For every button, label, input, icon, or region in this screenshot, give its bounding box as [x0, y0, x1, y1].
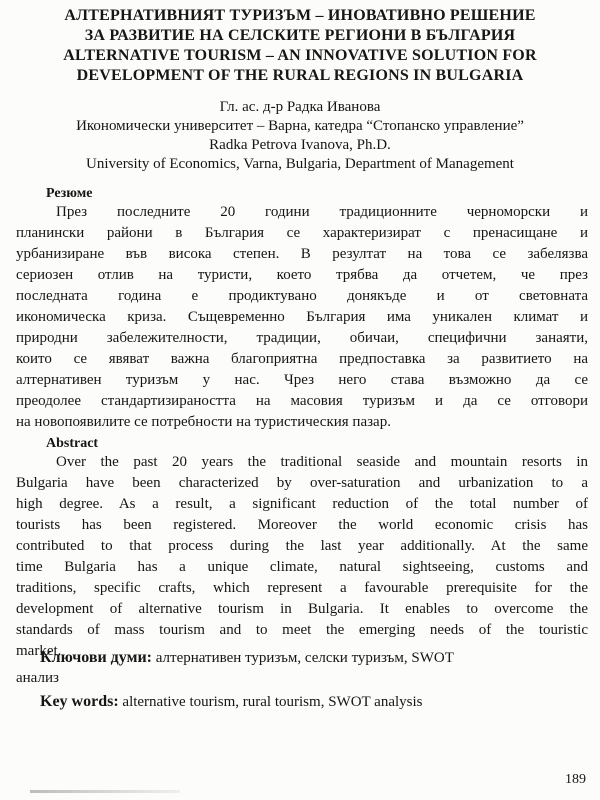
title-line-en-2: DEVELOPMENT OF THE RURAL REGIONS IN BULGARIA — [76, 67, 524, 84]
abstract-heading: Abstract — [46, 436, 99, 451]
title-line-bg-2: ЗА РАЗВИТИЕ НА СЕЛСКИТЕ РЕГИОНИ В БЪЛГАРИЯ — [84, 27, 516, 44]
resume-line: природни забележителности, традиции, обичаи, специфични занаяти, — [16, 330, 588, 346]
page-number: 189 — [565, 772, 586, 787]
abstract-line: contributed to that process during the last year additionally. At the same — [16, 538, 588, 554]
resume-line: икономическа криза. Същевременно България има уникален климат и — [16, 309, 588, 325]
resume-line: сериозен отлив на туристи, което трябва да отчетем, че през — [16, 267, 588, 283]
author-affiliation-en: University of Economics, Varna, Bulgaria, Department of Management — [86, 156, 514, 172]
keywords-en — [16, 692, 588, 712]
abstract-line: time Bulgaria has a unique climate, natural sightseeing, customs and — [16, 559, 588, 575]
abstract-line: development of alternative tourism in Bulgaria. It enables to overcome the — [16, 601, 588, 617]
resume-heading: Резюме — [46, 186, 93, 201]
keywords-bg — [16, 648, 588, 688]
author-affiliation-bg: Икономически университет – Варна, катедра “Стопанско управление” — [76, 118, 524, 134]
resume-line: на новопоявилите се потребности на туристическия пазар. — [16, 414, 391, 430]
author-block — [8, 98, 592, 174]
keywords-bg-text: алтернативен туризъм, селски туризъм, SWOT — [152, 650, 454, 666]
abstract-line: tourists has been registered. Moreover the world economic crisis has — [16, 517, 588, 533]
keywords-bg-label: Ключови думи: — [40, 649, 153, 666]
abstract-line: Bulgaria have been characterized by over-saturation and urbanization to a — [16, 475, 588, 491]
paper-title — [8, 6, 592, 86]
resume-line: алтернативен туризъм у нас. Чрез него става възможно да се — [16, 372, 588, 388]
title-line-en-1: ALTERNATIVE TOURISM – AN INNOVATIVE SOLUTION FOR — [63, 47, 537, 64]
author-name-bg: Гл. ас. д-р Радка Иванова — [219, 99, 381, 115]
resume-line: През последните 20 години традиционните черноморски и — [56, 204, 588, 220]
abstract-line: Over the past 20 years the traditional seaside and mountain resorts in — [56, 454, 588, 470]
keywords-en-label: Key words: — [40, 693, 119, 710]
resume-line: планински райони в България се характеризират с пренасищане и — [16, 225, 588, 241]
scan-artifact — [30, 790, 180, 793]
resume-line: които се явяват важна благоприятна предпоставка за развитието на — [16, 351, 588, 367]
title-line-bg-1: АЛТЕРНАТИВНИЯТ ТУРИЗЪМ – ИНОВАТИВНО РЕШЕНИЕ — [64, 7, 536, 24]
author-name-en: Radka Petrova Ivanova, Ph.D. — [209, 137, 391, 153]
resume-line: урбанизиране във висока степен. В резултат на това се забелязва — [16, 246, 588, 262]
resume-line: последната година е продиктувано донякъде и от световната — [16, 288, 588, 304]
abstract-paragraph — [16, 452, 588, 662]
abstract-line: standards of mass tourism and to meet the emerging needs of the touristic — [16, 622, 588, 638]
abstract-line: high degree. As a result, a significant reduction of the total number of — [16, 496, 588, 512]
resume-line: преодолее стандартизираността на масовия туризъм и да се отговори — [16, 393, 588, 409]
abstract-line: market. — [16, 643, 62, 659]
abstract-line: traditions, specific crafts, which represent a favourable prerequisite for the — [16, 580, 588, 596]
keywords-bg-text-cont: анализ — [16, 670, 59, 686]
keywords-en-text: alternative tourism, rural tourism, SWOT analysis — [118, 694, 423, 710]
resume-paragraph — [16, 202, 588, 433]
